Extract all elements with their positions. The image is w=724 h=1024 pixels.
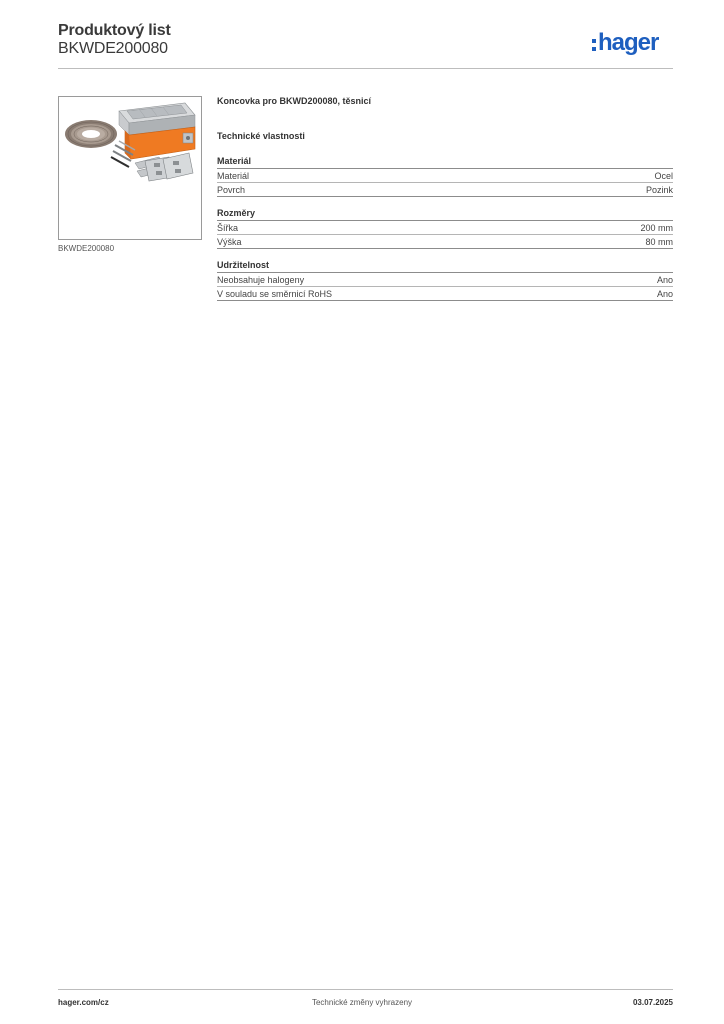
section-dimensions — [217, 208, 673, 249]
footer-notice: Technické změny vyhrazeny — [311, 998, 413, 1007]
product-description: Koncovka pro BKWD200080, těsnicí — [217, 96, 372, 106]
row-label: Výška — [217, 237, 242, 247]
footer-website[interactable]: hager.com/cz — [58, 998, 109, 1007]
table-row — [217, 273, 673, 287]
table-row — [217, 235, 673, 249]
table-row — [217, 287, 673, 301]
section-title-dimensions: Rozměry — [217, 208, 673, 221]
tech-properties-title: Technické vlastnosti — [217, 131, 305, 141]
logo-text: hager — [598, 29, 659, 56]
table-row — [217, 221, 673, 235]
row-value: 200 mm — [640, 223, 673, 233]
table-row — [217, 169, 673, 183]
section-sustainability — [217, 260, 673, 301]
row-label: Povrch — [217, 185, 246, 195]
row-value: 80 mm — [645, 237, 673, 247]
page-title: Produktový list — [58, 22, 171, 39]
product-caption: BKWDE200080 — [58, 244, 115, 253]
row-label: Materiál — [217, 171, 250, 181]
section-title-material: Materiál — [217, 156, 673, 169]
header-divider — [58, 68, 673, 69]
row-value: Ano — [656, 289, 673, 299]
row-value: Pozink — [645, 185, 673, 195]
product-image — [58, 96, 202, 240]
footer-divider — [58, 989, 673, 990]
section-material — [217, 156, 673, 197]
row-value: Ano — [656, 275, 673, 285]
hager-logo — [592, 30, 658, 56]
logo-dots-icon — [592, 39, 596, 51]
row-value: Ocel — [654, 171, 673, 181]
product-details — [217, 96, 673, 301]
row-label: V souladu se směrnicí RoHS — [217, 289, 333, 299]
table-row — [217, 183, 673, 197]
section-title-sustainability: Udržitelnost — [217, 260, 673, 273]
product-photo-icon — [59, 97, 201, 239]
row-label: Šířka — [217, 223, 239, 233]
row-label: Neobsahuje halogeny — [217, 275, 305, 285]
page-subtitle: BKWDE200080 — [58, 40, 168, 57]
footer-date: 03.07.2025 — [632, 998, 673, 1007]
